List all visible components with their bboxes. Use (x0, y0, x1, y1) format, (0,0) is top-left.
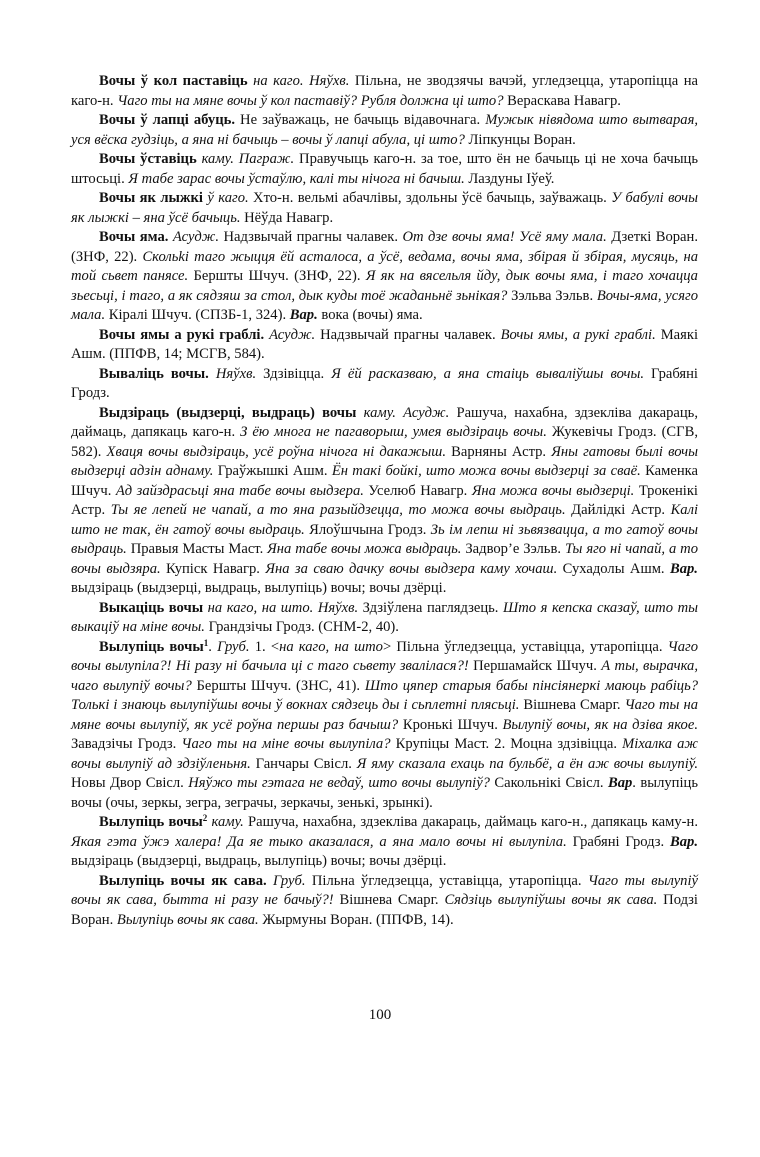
plain-text: Дзеткі Воран. (ЗНФ, 22). (71, 229, 698, 265)
italic-text: Мужык нівядома што вытварая, уся вёска гудзіць, а яна ні бачыць – вочы ў лапці абула, ці што? (71, 112, 699, 148)
italic-text: Груб. (217, 638, 250, 655)
headword: Вочы як лыжкі (99, 190, 203, 206)
headword: Вочы ўставіць (99, 151, 197, 167)
dictionary-entry (71, 638, 698, 814)
plain-text: Надзвычай прагны чалавек. (315, 326, 501, 343)
italic-text: Ён такі бойкі, што можа вочы выдзерці за сваё. (331, 463, 641, 479)
plain-text: Першамайск Шчуч. (468, 658, 602, 674)
headword: Вочы ў кол паставіць (99, 73, 248, 89)
dictionary-entry (71, 189, 698, 228)
dictionary-entry (71, 326, 698, 365)
plain-text: . вылупіць вочы (очы, зеркы, зегра, зеграчы, зеркачы, зенькі, зрынкі). (71, 775, 698, 811)
headword: Вочы ў лапці абуць. (99, 112, 235, 128)
plain-text: Вішнева Смарг. (519, 697, 625, 713)
plain-text: Жукевічы Гродз. (СГВ, 582). (71, 424, 698, 460)
italic-text: Я як на вясельля йду, дык вочы яма, і таго хочацца зьесьці, і таго, а як сядзяш за стол, дык куды тоё жаданьнё зьнікая? (71, 268, 698, 304)
italic-text: Я ёй расказваю, а яна стаіць вываліўшы вочы. (331, 365, 645, 382)
plain-text: . (208, 638, 218, 655)
plain-text: Лаздуны Іўеў. (464, 170, 555, 187)
italic-text: Яна табе вочы можа выдраць. (267, 541, 462, 557)
italic-text: Калі што не так, ён гатоў вочы выдраць. (71, 502, 698, 538)
italic-text: Скольki таго жыцця ёй асталоса, а ўсё, ведама, вочы яма, збірая й збірая, мусяць, на той сьвет панясе. (71, 248, 698, 284)
italic-text: З ёю многа не пагаворыш, умея выдзіраць вочы. (240, 424, 547, 440)
plain-text: Бершты Шчуч. (ЗНФ, 22). (188, 268, 366, 284)
plain-text (356, 405, 363, 421)
plain-text: выдзіраць (выдзерці, выдраць, вылупіць) вочы; вочы дзёрці. (71, 853, 447, 869)
plain-text: Маякі Ашм. (ППФВ, 14; МСГВ, 584). (71, 326, 699, 362)
italic-text: Няўхв. (215, 365, 257, 382)
plain-text: Трокенікі Астр. (71, 482, 698, 518)
plain-text: Пільна, не зводзячы вачэй, угледзецца, утаропіцца на каго-н. (71, 73, 698, 109)
plain-text: Здзівіцца. (256, 365, 332, 382)
variant-label: Вар (607, 775, 633, 791)
plain-text: Кронькі Шчуч. (398, 716, 503, 733)
dictionary-entry (71, 599, 698, 638)
plain-text: Нёўда Навагр. (240, 209, 334, 226)
headword: Вочы ямы а рукі граблі. (99, 326, 265, 343)
italic-text: Яна можа вочы выдзерці. (471, 482, 635, 499)
headword: Вылупіць вочы як сава. (99, 872, 267, 889)
italic-text: на каго, на што. Няўхв. (207, 599, 359, 616)
italic-text: Груб. (273, 872, 306, 889)
italic-text: каму. (211, 814, 244, 830)
variant-label: Вар. (669, 560, 698, 577)
italic-text: на каго. Няўхв. (253, 73, 350, 89)
italic-text: От дзе вочы яма! Усё яму мала. (402, 229, 607, 245)
plain-text: Крупіцы Маст. 2. Моцна здзівіцца. (390, 736, 623, 752)
variant-label: Вар. (670, 833, 698, 850)
plain-text: вока (вочы) яма. (317, 307, 423, 323)
italic-text: Асудж. (172, 229, 220, 245)
italic-text: Чаго ты на мяне вочы вылупіў, як усё роўна першы раз бачыш? (71, 697, 698, 733)
italic-text: У бабулі вочы як лыжкі – яна ўсё бачыць. (71, 190, 698, 226)
plain-text: Правучыць каго-н. за тое, што ён не бачыць ці не хоча бачыць штосьці. (71, 151, 698, 187)
headword: Выдзіраць (выдзерці, выдраць) вочы (99, 404, 357, 421)
italic-text: Міхалка аж вочы вылупіў ад здзіўленьня. (71, 736, 699, 772)
dictionary-entry (71, 228, 698, 326)
plain-text: Задвор’е Зэльв. (461, 541, 565, 557)
plain-text: Грандзічы Гродз. (СНМ-2, 40). (204, 619, 399, 635)
italic-text: Чаго вочы вылупіла?! Ні разу ні бачыла ці с таго сьвету звалілася?! (71, 638, 698, 674)
italic-text: на каго, на што (279, 638, 383, 655)
plain-text: Зэльва Зэльв. (507, 287, 597, 304)
plain-text: 1. < (249, 638, 280, 655)
italic-text: Сядзіць вылупіўшы вочы як сава. (444, 892, 658, 908)
plain-text: выдзіраць (выдзерці, выдраць, вылупіць) вочы; вочы дзёрці. (71, 580, 447, 596)
dictionary-entry (71, 150, 698, 189)
plain-text: Рашуча, нахабна, здзекліва дакараць, даймаць каго-н., дапякаць каму-н. (243, 814, 698, 830)
italic-text: ў каго. (207, 190, 249, 206)
italic-text: каму. Асудж. (363, 404, 450, 421)
dictionary-entry (71, 404, 698, 599)
headword: Вочы яма. (99, 229, 169, 245)
plain-text: > Пільна ўгледзецца, уставіцца, утаропіцца. (382, 638, 668, 655)
plain-text: Ліпкунцы Воран. (464, 131, 576, 148)
plain-text: Правыя Масты Маст. (126, 541, 268, 557)
plain-text: Не заўважаць, не бачыць відавочнага. (234, 112, 486, 128)
dictionary-entry (71, 365, 698, 404)
plain-text: Ялоўшчына Гродз. (304, 521, 431, 538)
plain-text: Вераскава Навагр. (503, 92, 621, 109)
variant-label: Вар. (289, 307, 318, 323)
italic-text: Чаго ты вылупіў вочы як сава, бытта ні разу не бачыў?! (71, 872, 698, 908)
plain-text: Жырмуны Воран. (ППФВ, 14). (258, 911, 454, 928)
plain-text: Завадзічы Гродз. (71, 736, 182, 752)
entries-column (71, 72, 698, 930)
headword: Выкаціць вочы (99, 599, 204, 616)
dictionary-entry (71, 872, 698, 931)
plain-text: Варняны Астр. (445, 443, 552, 460)
italic-text: Вочы ямы, а рукі граблі. (500, 326, 656, 343)
headword: Вываліць вочы. (99, 365, 209, 382)
italic-text: Я яму сказала ехаць па бульбё, а ён аж вочы вылупіў. (356, 755, 698, 772)
plain-text: Грабяні Гродз. (566, 833, 671, 850)
plain-text: Каменка Шчуч. (71, 463, 698, 499)
italic-text: Яны гатовы былі вочы выдзерці адзін аднаму. (71, 443, 698, 479)
italic-text: Якая гэта ўжэ халера! Да яе тыко аказалася, а яна мало вочы ні вылупіла. (71, 833, 567, 850)
homonym-index: 2 (202, 813, 208, 823)
italic-text: Вылупіць вочы як сава. (116, 911, 259, 928)
plain-text: Бершты Шчуч. (ЗНС, 41). (191, 677, 365, 694)
headword: Вылупіць вочы (99, 814, 203, 830)
homonym-index: 1 (203, 637, 209, 648)
italic-text: Ты яе лепей не чапай, а то яна разыйдзецца, то можа вочы выдраць. (110, 502, 566, 518)
italic-text: Хваця вочы выдзіраць, усё роўна нічога ні дакажыш. (106, 443, 446, 460)
italic-text: Ты яго ні чапай, а то вочы выдзяра. (71, 541, 699, 577)
headword: Вылупіць вочы (99, 638, 204, 655)
page-number: 100 (368, 1007, 392, 1023)
italic-text: Яна за сваю дачку вочы выдзера каму хочаш. (265, 560, 558, 577)
plain-text: Вішнева Смарг. (333, 892, 445, 908)
italic-text: Няўжо ты гэтага не ведаў, што вочы вылупіў? (188, 775, 490, 791)
italic-text: Вылупіў вочы, як на дзіва якое. (502, 716, 698, 733)
dictionary-entry (71, 72, 698, 111)
plain-text: Хто-н. вельмі абачлівы, здольны ўсё бачыць, заўважаць. (248, 190, 612, 206)
italic-text: Чаго ты на мяне вочы ў кол паставіў? Рубля должна ці што? (117, 92, 504, 109)
dictionary-entry (71, 813, 698, 872)
italic-text: каму. Паграж. (201, 151, 295, 167)
plain-text: Купіск Навагр. (160, 560, 266, 577)
italic-text: А ты, вырачка, чаго вылупіў вочы? (71, 658, 698, 694)
plain-text: Кіралі Шчуч. (СПЗБ-1, 324). (105, 307, 290, 323)
plain-text: Пільна ўгледзецца, уставіцца, утаропіцца. (305, 872, 588, 889)
italic-text: Што я кепска сказаў, што ты выкаціў на міне вочы. (71, 599, 698, 635)
italic-text: Ад зайздрасьці яна табе вочы выдзера. (115, 482, 364, 499)
plain-text: Сакольнікі Свісл. (489, 775, 608, 791)
plain-text: Надзвычай прагны чалавек. (219, 229, 403, 245)
plain-text: Рашуча, нахабна, здзекліва дакараць, даймаць, дапякаць каго-н. (71, 404, 698, 440)
plain-text: Здзіўлена паглядзець. (358, 599, 503, 616)
plain-text: Подзі Воран. (71, 892, 698, 928)
plain-text: Ганчары Свісл. (250, 755, 357, 772)
plain-text: Новы Двор Свісл. (71, 775, 189, 791)
dictionary-entry (71, 111, 698, 150)
italic-text: Я табе зарас вочы ўстаўлю, калі ты нічога ні бачыш. (128, 170, 465, 187)
italic-text: Асудж. (269, 326, 316, 343)
plain-text: Уселюб Навагр. (363, 482, 472, 499)
plain-text: Дайлідкі Астр. (565, 502, 671, 518)
plain-text: Граўжышкі Ашм. (213, 463, 332, 479)
plain-text: Грабяні Гродз. (71, 365, 698, 401)
italic-text: Што цяпер старыя бабы пінсіянеркі маюць рабіць? Толькі і знаюць вылупіўшы вочы ў вокнах сядзець ды і сьплетні плясьці. (71, 677, 699, 713)
plain-text (209, 366, 216, 382)
italic-text: Зь ім лепш ні зьвязвацца, а то гатоў вочы выдраць. (71, 521, 698, 557)
plain-text: Сухадолы Ашм. (557, 560, 670, 577)
italic-text: Вочы-яма, усяго мала. (71, 287, 698, 323)
italic-text: Чаго ты на міне вочы вылупіла? (181, 736, 391, 752)
